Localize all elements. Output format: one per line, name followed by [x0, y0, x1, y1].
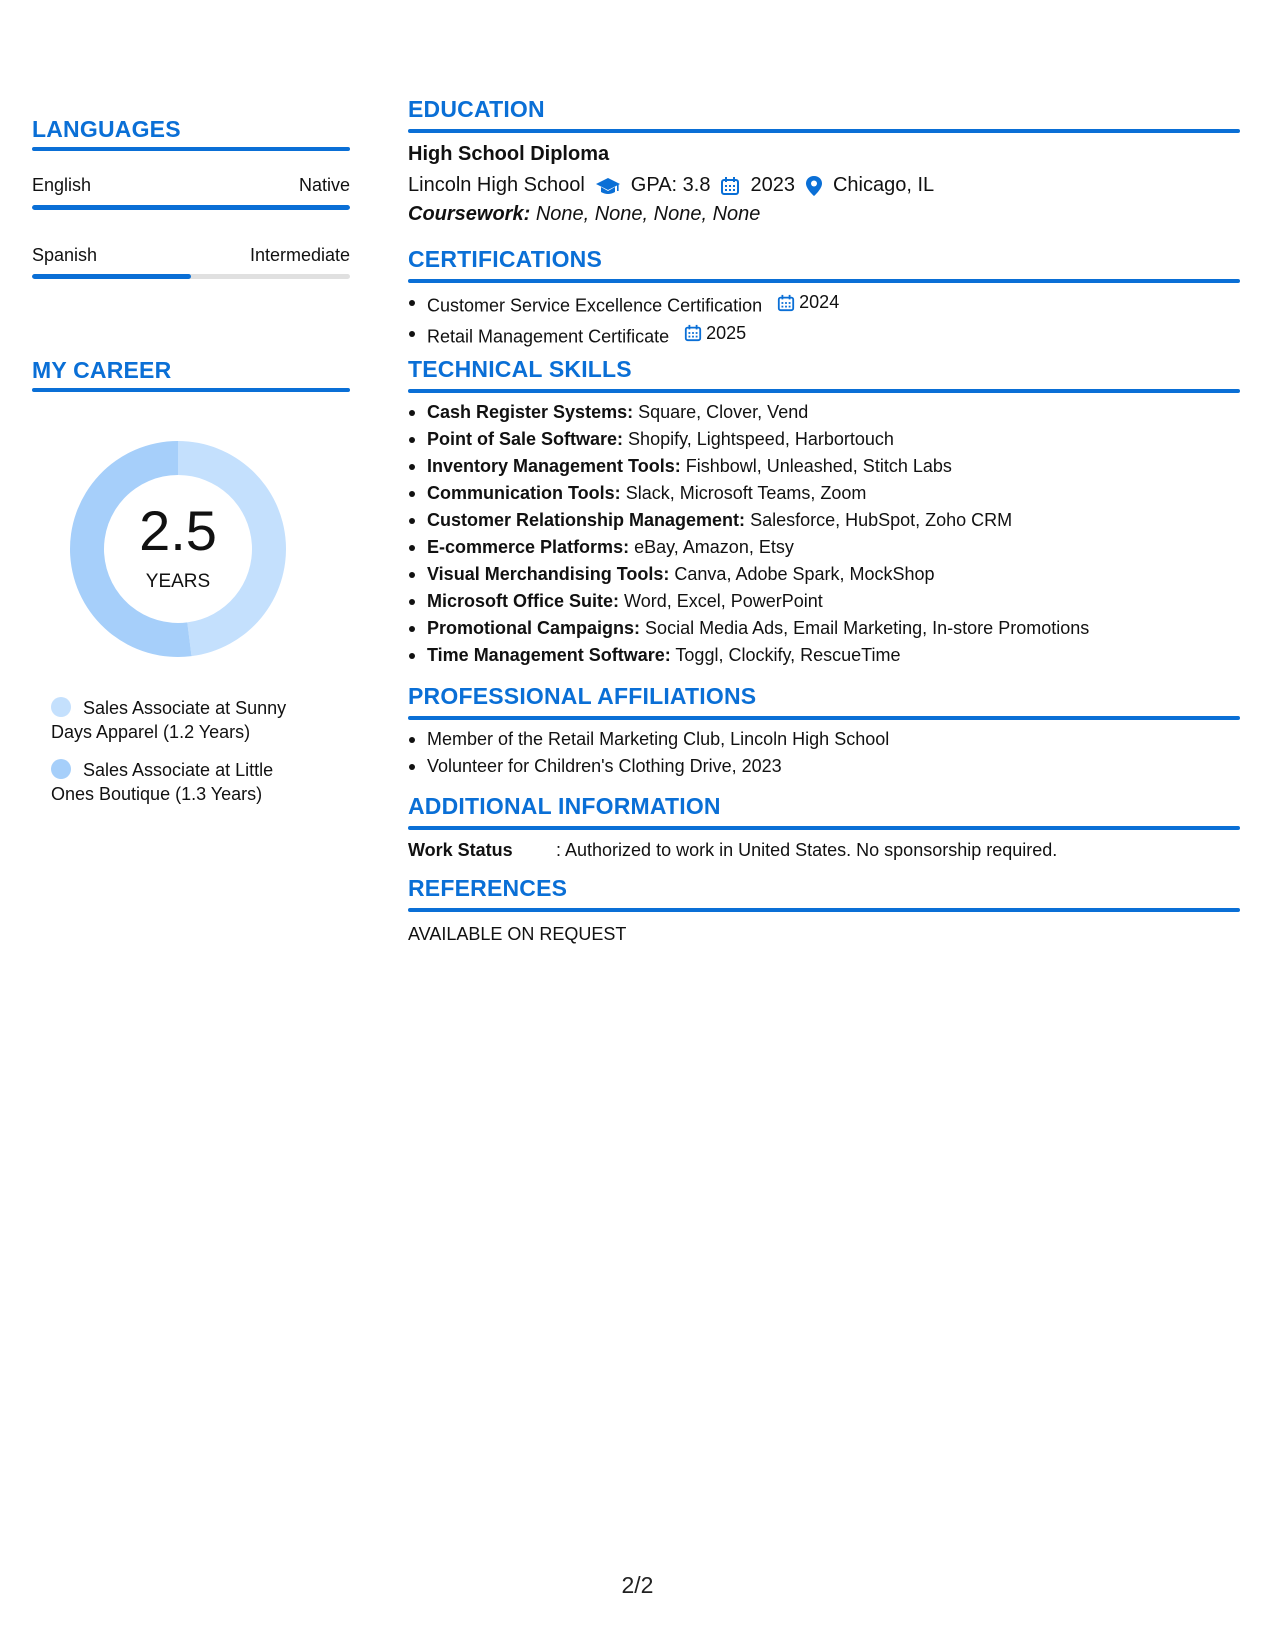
language-bar-fill	[32, 205, 350, 210]
skill-value: eBay, Amazon, Etsy	[634, 537, 794, 557]
career-legend-item	[51, 758, 311, 806]
skills-rule	[408, 389, 1240, 393]
skill-label: Promotional Campaigns:	[427, 618, 641, 638]
references-section	[408, 875, 1240, 945]
affiliations-section	[408, 683, 1240, 780]
references-text: AVAILABLE ON REQUEST	[408, 924, 627, 944]
certification-item	[408, 289, 1240, 320]
affiliations-title: PROFESSIONAL AFFILIATIONS	[408, 683, 757, 709]
skill-label: Visual Merchandising Tools:	[427, 564, 670, 584]
certification-item	[408, 320, 1240, 351]
certifications-list	[408, 289, 1240, 350]
calendar-icon	[720, 176, 740, 196]
language-name: Spanish	[32, 245, 98, 265]
references-rule	[408, 908, 1240, 912]
skill-label: Customer Relationship Management:	[427, 510, 746, 530]
legend-dot	[51, 759, 71, 779]
language-level: Native	[298, 175, 350, 195]
location-pin-icon	[805, 175, 823, 197]
skill-label: Inventory Management Tools:	[427, 456, 681, 476]
skill-value: Word, Excel, PowerPoint	[624, 591, 823, 611]
education-section	[408, 96, 1240, 226]
calendar-icon	[684, 324, 702, 342]
certification-name: Customer Service Excellence Certification	[427, 295, 763, 316]
education-rule	[408, 129, 1240, 133]
degree: High School Diploma	[408, 143, 610, 165]
certifications-rule	[408, 279, 1240, 283]
legend-label: Sales Associate at Little Ones Boutique (1.3 Years)	[51, 760, 274, 804]
career-total-unit: YEARS	[145, 571, 211, 592]
skill-label: E-commerce Platforms:	[427, 537, 630, 557]
languages-rule	[32, 147, 350, 151]
language-row-spanish	[32, 245, 350, 266]
language-bar-english	[32, 205, 350, 210]
education-details	[408, 174, 1240, 197]
gpa: GPA: 3.8	[630, 174, 711, 196]
certifications-title: CERTIFICATIONS	[408, 246, 603, 272]
language-name: English	[32, 175, 92, 195]
skill-item	[408, 399, 1240, 426]
education-title: EDUCATION	[408, 96, 545, 122]
skill-item	[408, 426, 1240, 453]
affiliations-list	[408, 726, 1240, 780]
coursework-value: None, None, None, None	[535, 203, 761, 225]
work-status-label: Work Status	[408, 840, 513, 860]
skills-title: TECHNICAL SKILLS	[408, 356, 632, 382]
skills-list	[408, 399, 1240, 669]
certification-year: 2024	[799, 292, 840, 312]
career-legend-item	[51, 696, 311, 744]
skill-value: Slack, Microsoft Teams, Zoom	[625, 483, 867, 503]
certifications-section	[408, 246, 1240, 350]
language-bar-fill	[32, 274, 191, 279]
affiliation-item: Member of the Retail Marketing Club, Lincoln High School	[408, 726, 1240, 753]
affiliations-rule	[408, 716, 1240, 720]
skill-value: Toggl, Clockify, RescueTime	[675, 645, 901, 665]
career-title: MY CAREER	[32, 357, 172, 383]
legend-label: Sales Associate at Sunny Days Apparel (1.2 Years)	[51, 698, 287, 742]
certification-date	[684, 320, 746, 347]
skill-item	[408, 615, 1240, 642]
certification-year: 2025	[706, 322, 747, 343]
skill-value: Square, Clover, Vend	[638, 402, 809, 422]
skill-label: Cash Register Systems:	[427, 402, 634, 422]
skill-value: Shopify, Lightspeed, Harbortouch	[628, 429, 894, 449]
certification-name: Retail Management Certificate	[427, 326, 670, 346]
skill-item	[408, 561, 1240, 588]
skill-label: Microsoft Office Suite:	[427, 591, 620, 611]
language-level: Intermediate	[249, 245, 350, 265]
additional-title: ADDITIONAL INFORMATION	[408, 793, 721, 819]
page-number: 2/2	[621, 1572, 654, 1598]
language-bar-spanish	[32, 274, 350, 279]
legend-dot	[51, 697, 71, 717]
career-total-years: 2.5	[139, 499, 217, 562]
coursework-label: Coursework:	[408, 203, 531, 225]
calendar-icon	[777, 294, 795, 312]
work-status-row	[408, 840, 1240, 861]
languages-title: LANGUAGES	[32, 116, 181, 142]
skill-item	[408, 507, 1240, 534]
school-location: Chicago, IL	[832, 174, 935, 196]
skill-item	[408, 480, 1240, 507]
skills-section	[408, 356, 1240, 669]
additional-section	[408, 793, 1240, 861]
skill-label: Communication Tools:	[427, 483, 621, 503]
references-title: REFERENCES	[408, 875, 568, 901]
skill-label: Time Management Software:	[427, 645, 671, 665]
skill-item	[408, 588, 1240, 615]
language-row-english	[32, 175, 350, 196]
skill-label: Point of Sale Software:	[427, 429, 624, 449]
skill-item	[408, 453, 1240, 480]
graduation-year: 2023	[750, 174, 795, 196]
graduation-cap-icon	[595, 176, 621, 196]
skill-value: Salesforce, HubSpot, Zoho CRM	[750, 510, 1013, 530]
coursework	[408, 203, 1240, 226]
additional-rule	[408, 826, 1240, 830]
work-status-value: : Authorized to work in United States. No sponsorship required.	[556, 840, 1058, 860]
skill-value: Fishbowl, Unleashed, Stitch Labs	[685, 456, 952, 476]
skill-item	[408, 534, 1240, 561]
skill-item	[408, 642, 1240, 669]
school-name: Lincoln High School	[408, 174, 585, 196]
certification-date	[777, 289, 839, 316]
skill-value: Social Media Ads, Email Marketing, In-store Promotions	[645, 618, 1090, 638]
career-rule	[32, 388, 350, 392]
skill-value: Canva, Adobe Spark, MockShop	[674, 564, 935, 584]
affiliation-item: Volunteer for Children's Clothing Drive, 2023	[408, 753, 1240, 780]
